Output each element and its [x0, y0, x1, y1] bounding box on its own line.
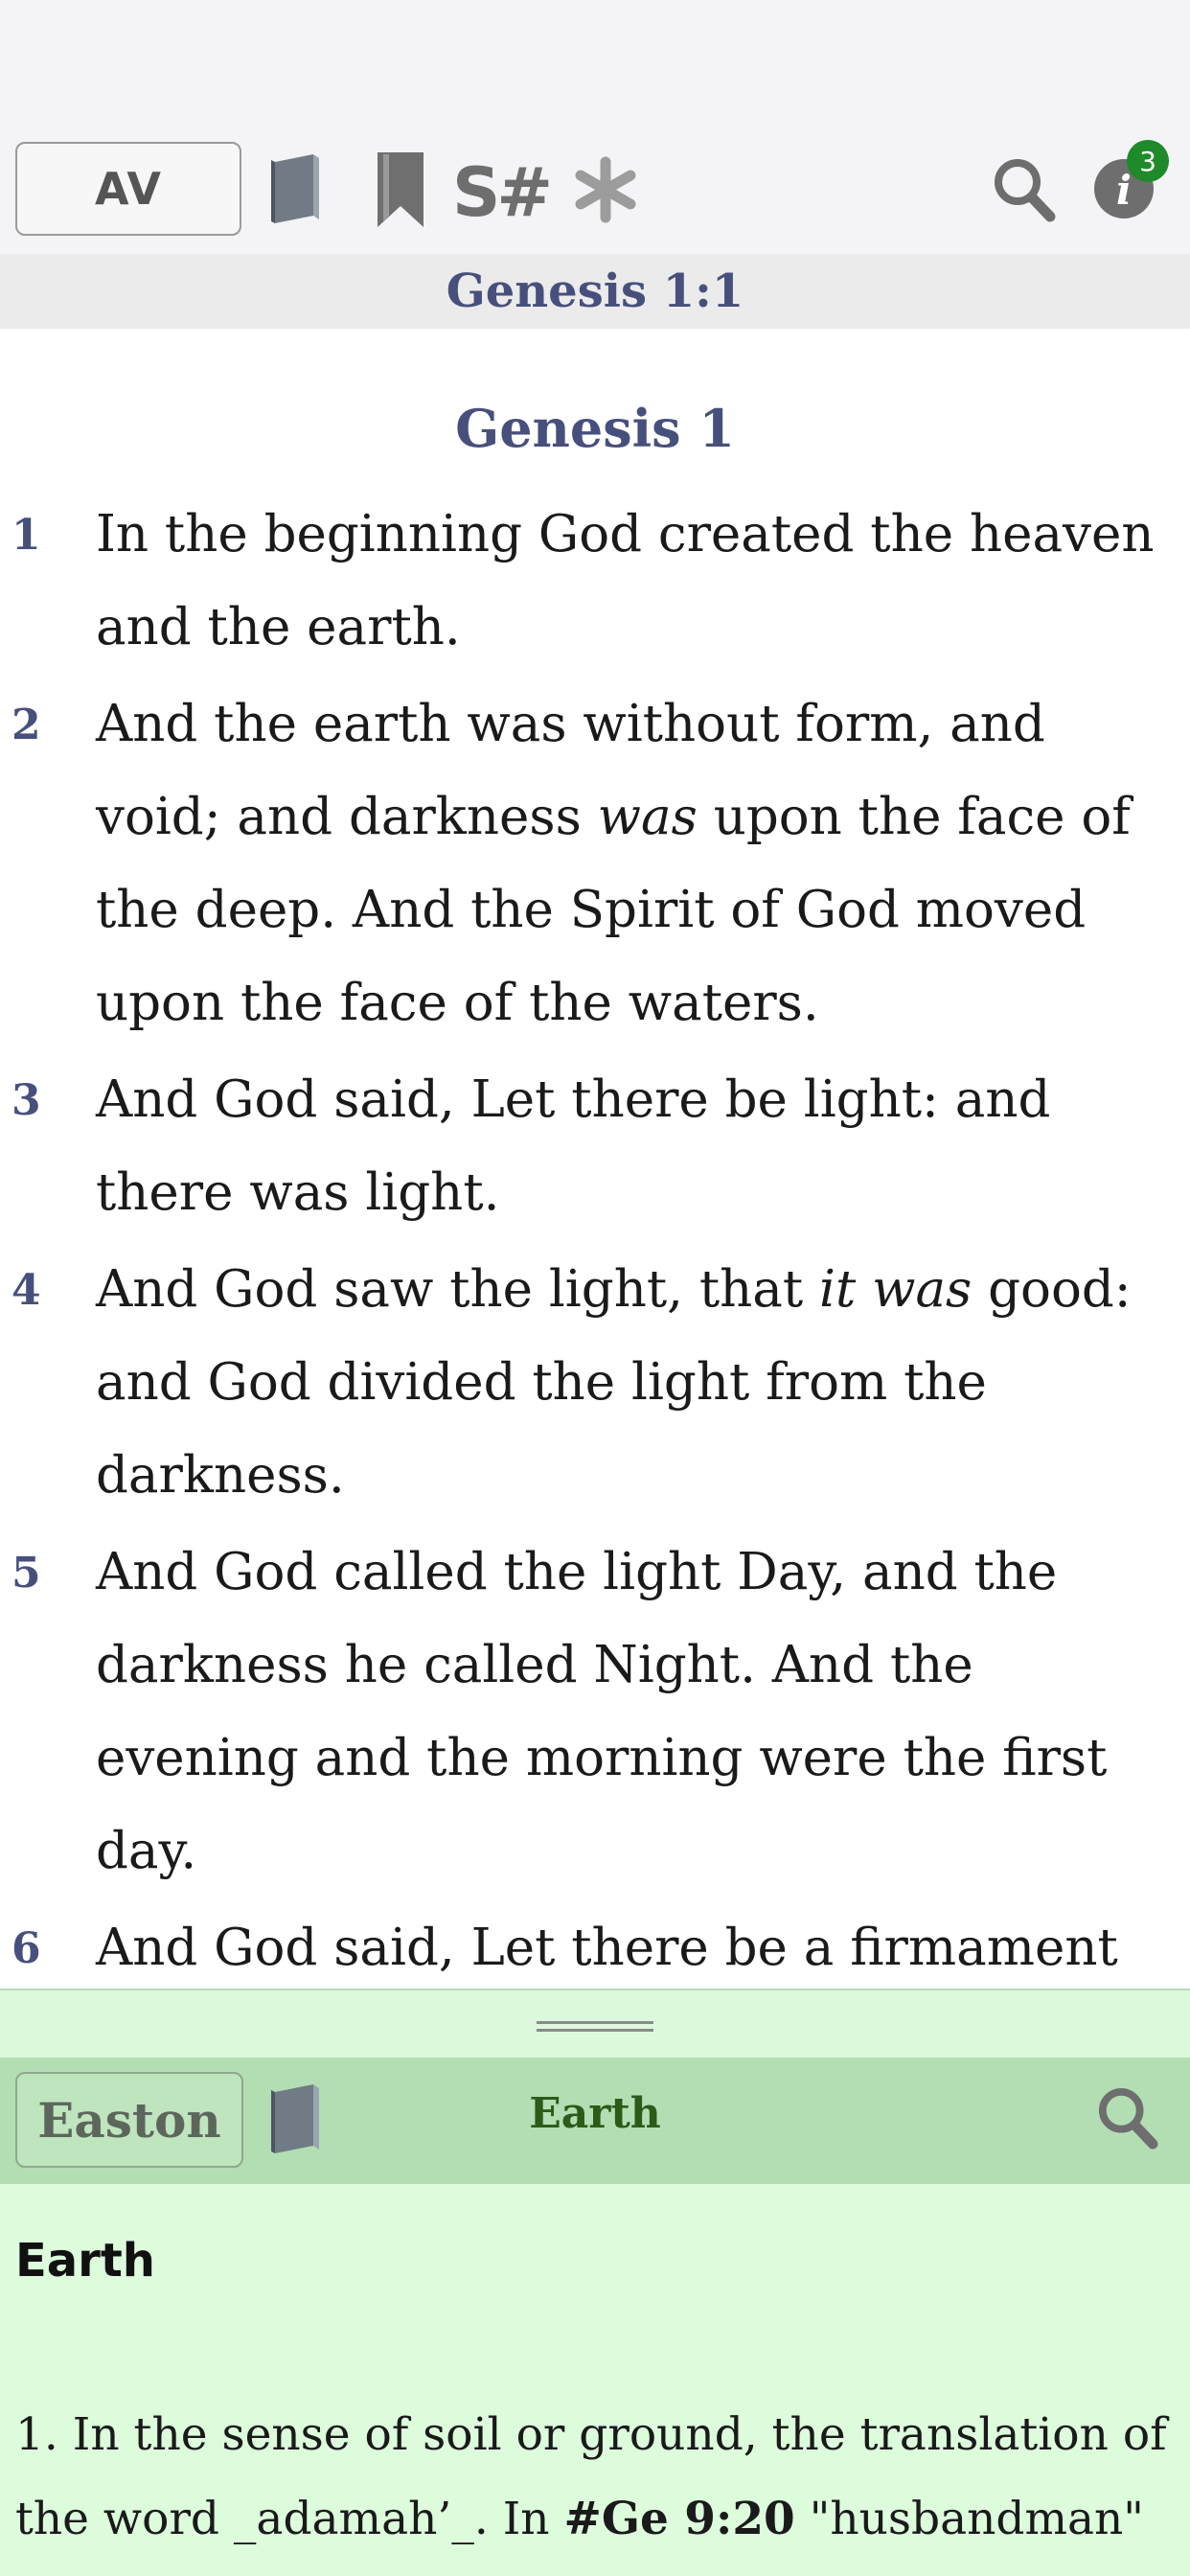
- verse[interactable]: [0, 1901, 1190, 1989]
- dictionary-content[interactable]: [0, 2184, 1190, 2576]
- verse[interactable]: [0, 1243, 1190, 1522]
- strongs-icon[interactable]: [452, 153, 549, 232]
- verse-text: [96, 488, 1171, 674]
- verse-text-segment: upon the face of the deep. And the Spirit of God moved upon the face of the waters.: [96, 788, 1131, 1032]
- verse-number[interactable]: 3: [11, 1076, 41, 1125]
- verse-text-segment: And the earth was without form, and void; and darkness: [96, 695, 1045, 846]
- verse[interactable]: [0, 1526, 1190, 1898]
- current-reference: Genesis 1:1: [446, 264, 744, 318]
- italic-supplied-word: it was: [819, 1260, 973, 1319]
- verse-number[interactable]: 5: [11, 1549, 41, 1598]
- dictionary-text: 1. In the sense of soil or ground, the translation of the word _adamah’_. In: [15, 2408, 1167, 2545]
- dictionary-body: [15, 2393, 1175, 2576]
- info-count-label: 3: [1139, 145, 1156, 177]
- book-icon[interactable]: [264, 151, 328, 228]
- dictionary-text: "husbandman": [809, 2493, 1144, 2545]
- pane-resize-handle[interactable]: [0, 1989, 1190, 2058]
- search-icon[interactable]: [991, 155, 1058, 224]
- search-icon[interactable]: [1096, 2085, 1159, 2150]
- grip-line: [537, 2021, 653, 2024]
- asterisk-icon[interactable]: [571, 155, 640, 224]
- verse-text-segment: And God said, Let there be a firmament: [96, 1919, 1118, 1977]
- verse-text: [96, 1901, 1171, 1989]
- bible-version-label: AV: [94, 163, 163, 215]
- verse-text: [96, 1053, 1171, 1239]
- verse[interactable]: [0, 678, 1190, 1049]
- grip-line: [537, 2029, 653, 2032]
- reference-bar[interactable]: [0, 254, 1190, 329]
- dictionary-heading: Earth: [15, 2234, 155, 2288]
- verse-text-segment: In the beginning God created the heaven and the earth.: [96, 505, 1155, 656]
- status-bar-area: [0, 0, 1190, 134]
- verse-text-segment: And God called the light Day, and the darkness he called Night. And the evening and the morning were the first day.: [96, 1543, 1108, 1880]
- scripture-link[interactable]: #Ge 9:20: [563, 2493, 795, 2545]
- strongs-label: S#: [452, 153, 550, 232]
- italic-supplied-word: was: [597, 788, 698, 846]
- verse-number[interactable]: 2: [11, 701, 41, 749]
- chapter-title: Genesis 1: [455, 398, 735, 459]
- dictionary-entry-title: Earth: [529, 2089, 661, 2138]
- verse-text-segment: And God saw the light, that: [96, 1260, 819, 1319]
- verse-number[interactable]: 6: [11, 1924, 41, 1973]
- verse-number[interactable]: 1: [11, 511, 41, 560]
- bible-text-pane[interactable]: [0, 329, 1190, 1989]
- verse[interactable]: [0, 1053, 1190, 1239]
- dictionary-source-label: Easton: [37, 2091, 221, 2149]
- info-count-badge: [1127, 140, 1169, 182]
- bible-version-button[interactable]: [15, 142, 241, 236]
- verse-number[interactable]: 4: [11, 1266, 41, 1315]
- verse-list: [0, 488, 1190, 1989]
- verse-text: [96, 1243, 1171, 1522]
- svg-text:i: i: [1116, 167, 1132, 214]
- verse-text: [96, 1526, 1171, 1898]
- verse-text: [96, 678, 1171, 1049]
- bookmark-icon[interactable]: [372, 150, 429, 230]
- verse-text-segment: And God said, Let there be light: and there was light.: [96, 1070, 1051, 1222]
- verse[interactable]: [0, 488, 1190, 674]
- verse-text-segment: good: and God divided the light from the darkness.: [96, 1260, 1132, 1505]
